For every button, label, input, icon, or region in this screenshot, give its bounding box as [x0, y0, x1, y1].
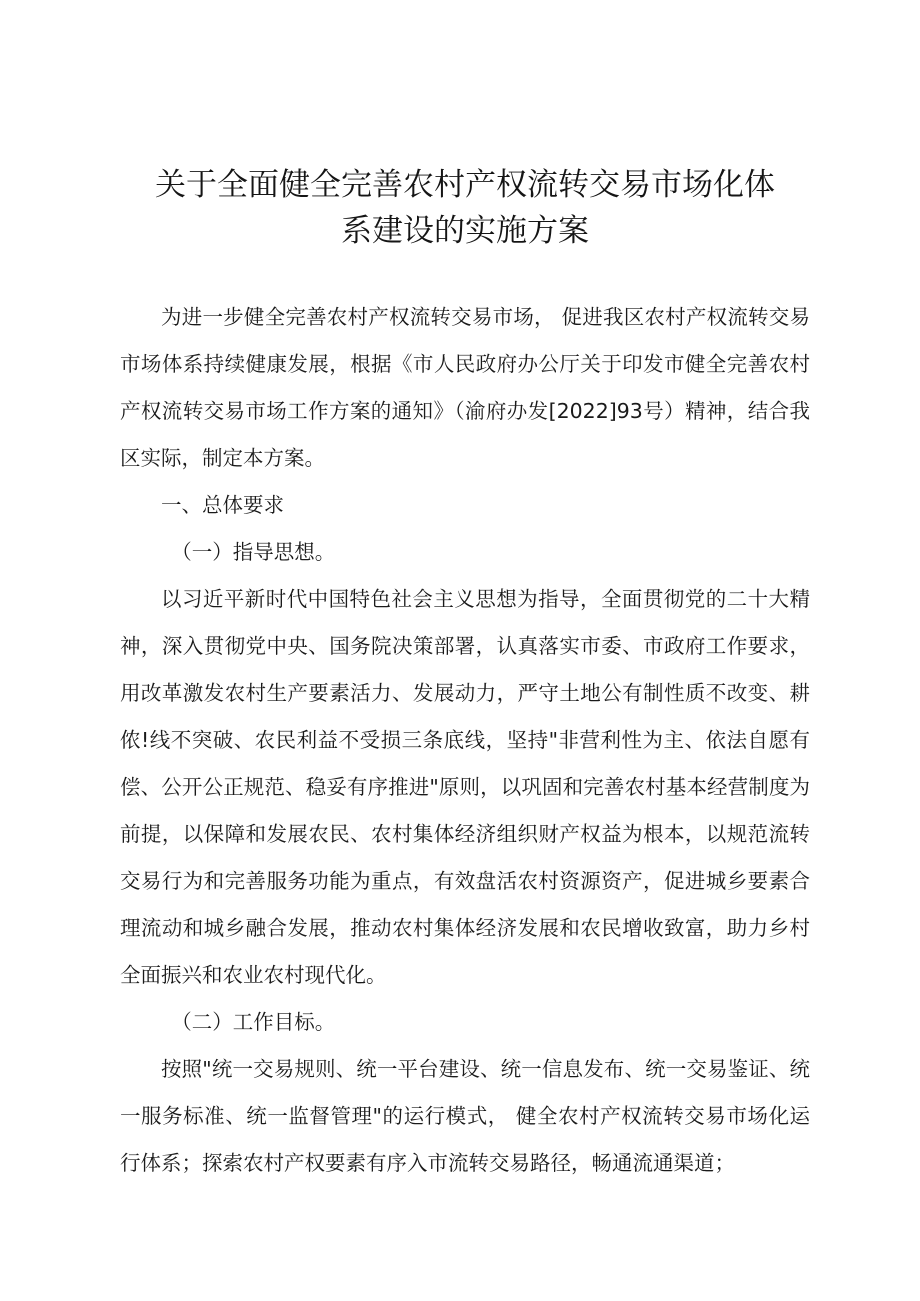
- section-1-heading: 一、总体要求: [161, 493, 284, 517]
- document-title-line-2: 系建设的实施方案: [341, 213, 589, 249]
- subsection-1-heading: （一）指导思想。: [171, 540, 336, 564]
- subsection-2-heading: （二）工作目标。: [171, 1010, 336, 1034]
- guiding-ideology-paragraph: 以习近平新时代中国特色社会主义思想为指导，全面贯彻党的二十大精神，深入贯彻党中央、国务院决策部署，认真落实市委、市政府工作要求，用改革激发农村生产要素活力、发展动力，严守土地公有制性质不改变、耕侬!线不突破、农民利益不受损三条底线，坚持"非营利性为主、依法自愿有偿、公开公正规范、稳妥有序推进"原则，以巩固和完善农村基本经营制度为前提，以保障和发展农民、农村集体经济组织财产权益为根本，以规范流转交易行为和完善服务功能为重点，有效盘活农村资源资产，促进城乡要素合理流动和城乡融合发展，推动农村集体经济发展和农民增收致富，助力乡村全面振兴和农业农村现代化。: [120, 587, 810, 987]
- document-title-line-1: 关于全面健全完善农村产权流转交易市场化体: [155, 167, 775, 203]
- document-body: [120, 294, 810, 1187]
- work-goals-paragraph: 按照"统一交易规则、统一平台建设、统一信息发布、统一交易鉴证、统一服务标准、统一监督管理"的运行模式， 健全农村产权流转交易市场化运行体系；探索农村产权要素有序入市流转交易路径，畅通流通渠道；: [120, 1057, 810, 1175]
- intro-paragraph: 为进一步健全完善农村产权流转交易市场， 促进我区农村产权流转交易市场体系持续健康发展，根据《市人民政府办公厅关于印发市健全完善农村产权流转交易市场工作方案的通知》（渝府办发[2022]93号）精神，结合我区实际，制定本方案。: [120, 305, 810, 470]
